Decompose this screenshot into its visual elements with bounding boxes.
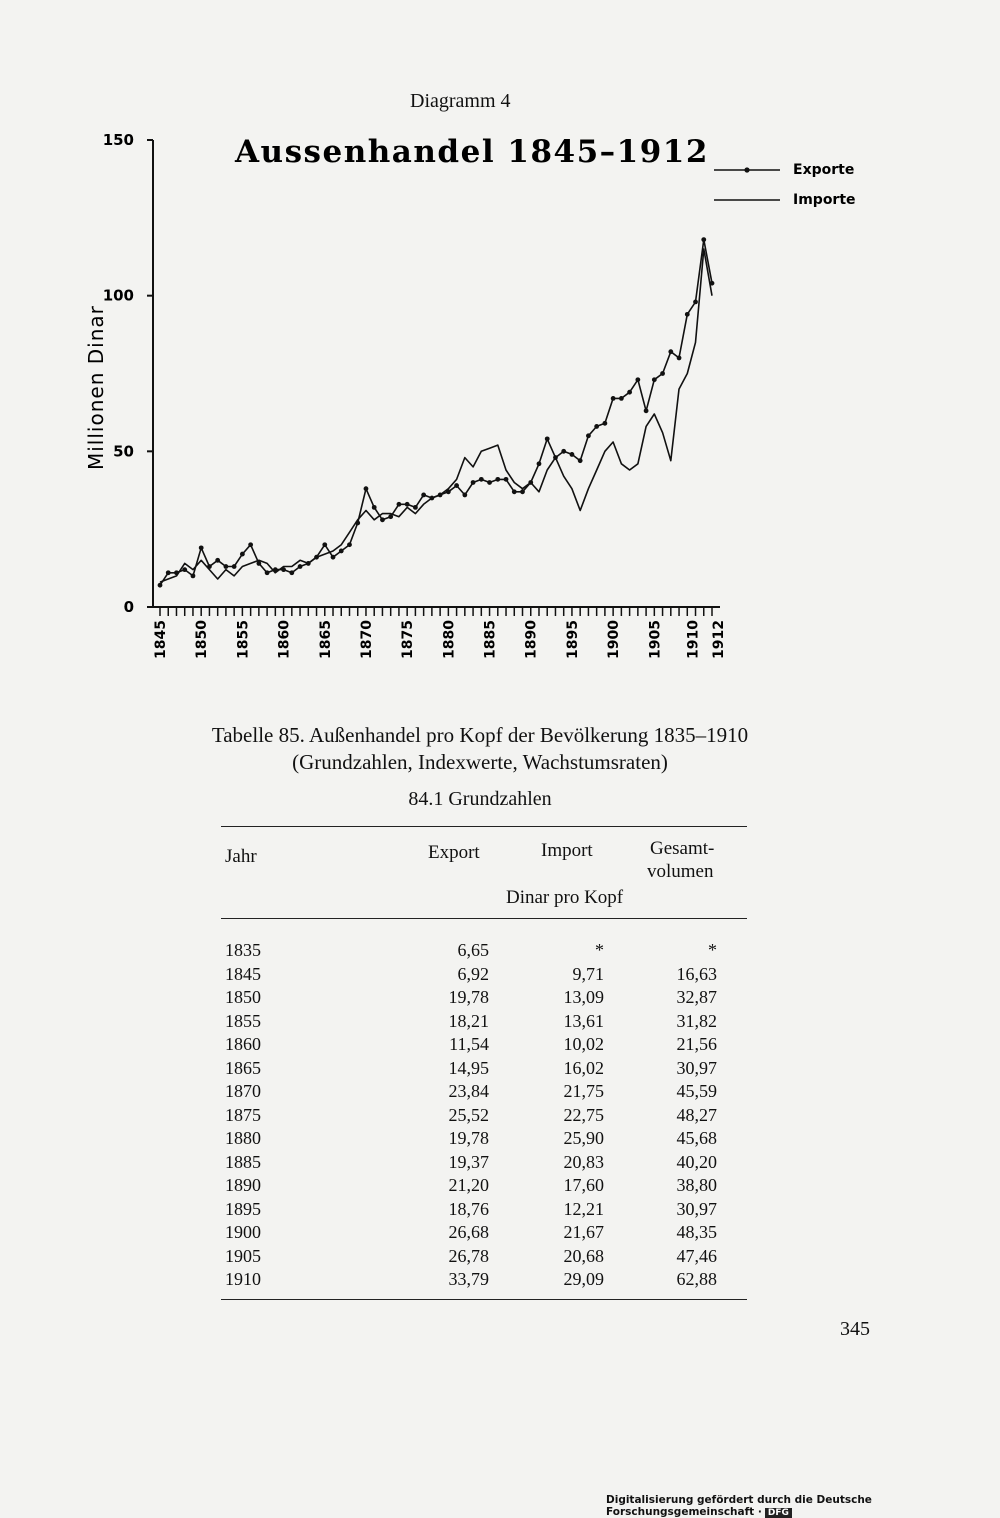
data-point <box>265 570 270 575</box>
x-tick-label: 1850 <box>194 620 211 659</box>
data-point <box>199 545 204 550</box>
cell-export: 19,78 <box>448 987 489 1007</box>
data-point <box>248 542 253 547</box>
table-bottom-rule <box>221 1299 747 1300</box>
cell-year: 1860 <box>225 1034 261 1054</box>
table-row <box>221 1246 747 1270</box>
x-tick-label: 1865 <box>317 620 334 659</box>
data-point <box>421 493 426 498</box>
x-tick-label: 1855 <box>235 620 252 659</box>
x-tick-label: 1870 <box>358 620 375 659</box>
cell-export: 18,76 <box>448 1198 489 1219</box>
data-point <box>462 493 467 498</box>
data-point <box>545 436 550 441</box>
data-point <box>405 502 410 507</box>
header-total-line1: Gesamt- <box>650 838 715 859</box>
data-point <box>660 371 665 376</box>
data-point <box>652 377 657 382</box>
header-unit: Dinar pro Kopf <box>506 887 624 908</box>
y-tick-label: 50 <box>113 442 134 461</box>
table-row <box>221 1058 747 1082</box>
x-tick-label: 1860 <box>276 620 293 659</box>
chart-axes <box>153 140 720 607</box>
header-export: Export <box>428 842 480 863</box>
header-total-line2: volumen <box>647 861 714 882</box>
x-tick-label: 1885 <box>482 620 499 659</box>
cell-import: 29,09 <box>563 1269 604 1289</box>
chart-ticks <box>103 131 727 659</box>
header-year: Jahr <box>225 846 257 867</box>
y-tick-label: 150 <box>102 131 134 149</box>
cell-year: 1905 <box>225 1245 261 1266</box>
data-point <box>413 505 418 510</box>
x-tick-label: 1905 <box>647 620 664 659</box>
data-point <box>454 483 459 488</box>
data-point <box>594 424 599 429</box>
table-row <box>221 1011 747 1035</box>
data-point <box>158 583 163 588</box>
diagram-caption: Diagramm 4 <box>410 90 511 112</box>
cell-total: 45,59 <box>676 1081 717 1101</box>
data-point <box>578 458 583 463</box>
data-point <box>520 489 525 494</box>
cell-export: 14,95 <box>448 1057 489 1078</box>
cell-import: 13,09 <box>563 987 604 1007</box>
legend-label-importe: Importe <box>793 192 856 208</box>
data-point <box>471 480 476 485</box>
cell-year: 1855 <box>225 1010 261 1031</box>
cell-import: 17,60 <box>563 1175 604 1195</box>
table-subtitle: 84.1 Grundzahlen <box>408 788 552 810</box>
cell-year: 1885 <box>225 1151 261 1172</box>
cell-year: 1850 <box>225 987 261 1007</box>
cell-total: 16,63 <box>676 963 717 984</box>
cell-import: 9,71 <box>572 963 604 984</box>
cell-import: 21,67 <box>563 1222 604 1242</box>
data-point <box>495 477 500 482</box>
data-point <box>619 396 624 401</box>
table-top-rule <box>221 826 747 827</box>
chart-legend <box>714 162 856 208</box>
cell-total: 62,88 <box>676 1269 717 1289</box>
cell-export: 26,78 <box>448 1245 489 1266</box>
line-chart <box>0 0 1000 700</box>
table-row <box>221 1081 747 1105</box>
cell-import: * <box>595 940 604 960</box>
data-point <box>677 356 682 361</box>
x-tick-label: 1900 <box>606 620 623 659</box>
x-tick-label: 1912 <box>711 620 727 659</box>
cell-import: 21,75 <box>563 1081 604 1101</box>
cell-export: 6,92 <box>457 963 489 984</box>
cell-year: 1900 <box>225 1222 261 1242</box>
table-body <box>221 940 747 1293</box>
cell-export: 18,21 <box>448 1010 489 1031</box>
cell-year: 1875 <box>225 1104 261 1125</box>
x-tick-label: 1910 <box>685 620 702 659</box>
data-point <box>224 564 229 569</box>
data-point <box>215 558 220 563</box>
data-point <box>504 477 509 482</box>
table-row <box>221 1222 747 1246</box>
cell-total: 40,20 <box>676 1151 717 1172</box>
page-number: 345 <box>840 1318 870 1340</box>
data-point <box>191 573 196 578</box>
cell-total: 48,27 <box>676 1104 717 1125</box>
table-header <box>221 838 747 918</box>
cell-import: 25,90 <box>563 1128 604 1148</box>
cell-year: 1880 <box>225 1128 261 1148</box>
x-tick-label: 1895 <box>564 620 581 659</box>
table-row <box>221 1152 747 1176</box>
data-point <box>635 377 640 382</box>
x-tick-label: 1890 <box>523 620 540 659</box>
data-point <box>339 549 344 554</box>
cell-import: 10,02 <box>563 1034 604 1054</box>
data-point <box>602 421 607 426</box>
table-row <box>221 1199 747 1223</box>
chart-title: Aussenhandel 1845–1912 <box>235 134 709 170</box>
data-point <box>627 390 632 395</box>
data-point <box>685 312 690 317</box>
cell-import: 12,21 <box>563 1198 604 1219</box>
legend-marker <box>744 167 749 172</box>
cell-total: * <box>708 940 717 960</box>
footer-text: Digitalisierung gefördert durch die Deutsche Forschungsgemeinschaft · <box>606 1494 872 1518</box>
cell-export: 19,37 <box>448 1151 489 1172</box>
table-header-rule <box>221 918 747 919</box>
data-point <box>364 486 369 491</box>
cell-year: 1845 <box>225 963 261 984</box>
cell-year: 1870 <box>225 1081 261 1101</box>
cell-total: 30,97 <box>676 1198 717 1219</box>
data-point <box>232 564 237 569</box>
x-tick-label: 1880 <box>441 620 458 659</box>
table-row <box>221 1105 747 1129</box>
y-tick-label: 100 <box>102 286 134 305</box>
dfg-logo: DFG <box>765 1508 792 1518</box>
cell-export: 19,78 <box>448 1128 489 1148</box>
cell-year: 1835 <box>225 940 261 960</box>
cell-total: 47,46 <box>676 1245 717 1266</box>
footer <box>606 1494 1000 1518</box>
cell-total: 48,35 <box>676 1222 717 1242</box>
cell-total: 30,97 <box>676 1057 717 1078</box>
data-point <box>322 542 327 547</box>
data-point <box>182 567 187 572</box>
data-point <box>561 449 566 454</box>
legend-label-exporte: Exporte <box>793 162 855 178</box>
data-point <box>644 408 649 413</box>
table-title-line1: Tabelle 85. Außenhandel pro Kopf der Bevölkerung 1835–1910 <box>211 723 749 747</box>
data-point <box>586 433 591 438</box>
cell-total: 38,80 <box>676 1175 717 1195</box>
data-point <box>693 299 698 304</box>
x-tick-label: 1845 <box>153 620 169 659</box>
data-point <box>479 477 484 482</box>
data-point <box>512 489 517 494</box>
cell-total: 32,87 <box>676 987 717 1007</box>
data-point <box>331 555 336 560</box>
data-point <box>537 461 542 466</box>
data-point <box>380 517 385 522</box>
data-point <box>570 452 575 457</box>
table-row <box>221 1034 747 1058</box>
y-tick-label: 0 <box>123 598 134 616</box>
data-point <box>347 542 352 547</box>
cell-year: 1910 <box>225 1269 261 1289</box>
data-point <box>487 480 492 485</box>
series-line-exporte <box>160 240 712 586</box>
cell-export: 11,54 <box>449 1034 489 1054</box>
cell-export: 33,79 <box>448 1269 489 1289</box>
x-tick-label: 1875 <box>400 620 417 659</box>
cell-export: 6,65 <box>457 940 489 960</box>
table-title <box>0 722 960 776</box>
cell-import: 13,61 <box>563 1010 604 1031</box>
cell-import: 20,68 <box>563 1245 604 1266</box>
chart-series <box>158 237 715 587</box>
table-row <box>221 1128 747 1152</box>
data-point <box>701 237 706 242</box>
data-point <box>397 502 402 507</box>
cell-import: 16,02 <box>563 1057 604 1078</box>
table-row <box>221 987 747 1011</box>
table-row <box>221 964 747 988</box>
data-point <box>289 570 294 575</box>
cell-total: 45,68 <box>676 1128 717 1148</box>
cell-year: 1890 <box>225 1175 261 1195</box>
y-axis-label: Millionen Dinar <box>84 305 108 470</box>
cell-export: 25,52 <box>448 1104 489 1125</box>
data-point <box>372 505 377 510</box>
cell-import: 20,83 <box>563 1151 604 1172</box>
cell-year: 1865 <box>225 1057 261 1078</box>
header-import: Import <box>541 840 593 861</box>
cell-total: 31,82 <box>676 1010 717 1031</box>
cell-import: 22,75 <box>563 1104 604 1125</box>
data-point <box>240 552 245 557</box>
cell-total: 21,56 <box>676 1034 717 1054</box>
table-title-line2: (Grundzahlen, Indexwerte, Wachstumsraten) <box>292 750 668 774</box>
data-point <box>166 570 171 575</box>
cell-export: 23,84 <box>448 1081 489 1101</box>
table-row <box>221 1175 747 1199</box>
table-row <box>221 1269 747 1293</box>
table-row <box>221 940 747 964</box>
cell-export: 21,20 <box>448 1175 489 1195</box>
cell-year: 1895 <box>225 1198 261 1219</box>
data-point <box>298 564 303 569</box>
series-line-importe <box>160 249 712 582</box>
data-point <box>611 396 616 401</box>
cell-export: 26,68 <box>448 1222 489 1242</box>
data-point <box>668 349 673 354</box>
